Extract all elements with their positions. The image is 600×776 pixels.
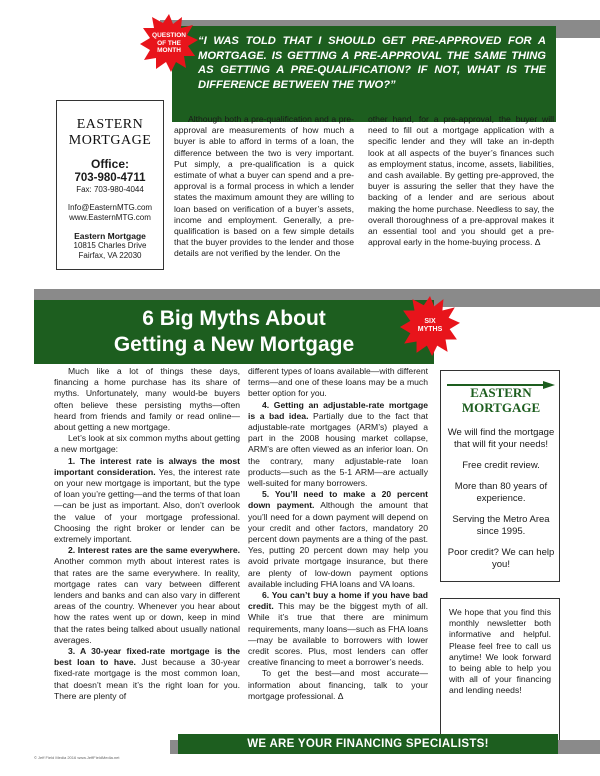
myth-5	[248, 489, 428, 590]
myth-6-heading: 6. You can’t buy a home if you have bad credit.	[248, 590, 428, 612]
ad-line-2: Free credit review.	[462, 460, 540, 471]
ad-line-1: We will find the mortgage that will fit your needs!	[447, 427, 555, 450]
myth-4-heading: 4. Getting an adjustable-rate mortgage is a bad idea.	[248, 399, 428, 421]
badge-line-1: QUESTION	[152, 32, 186, 39]
office-phone: 703-980-4711	[74, 172, 146, 184]
myth-1-heading: 1. The interest rate is always the most important consideration.	[54, 455, 240, 477]
myths-badge-line-2: MYTHS	[417, 326, 443, 333]
myth-6-body: This may be the biggest myth of all. While it’s true that there are minimum requirements, many loans—such as FHA loans—may be available to borrowers with lower credit scores. Plus, most lenders can offer creative financing to meet a borrower’s needs.	[248, 601, 428, 668]
fax-number: Fax: 703-980-4044	[76, 185, 144, 194]
myth-2	[54, 545, 240, 646]
contact-card	[56, 100, 164, 270]
logo-line-2: MORTGAGE	[68, 133, 152, 148]
six-myths-badge	[400, 296, 460, 356]
myths-badge-line-1: SIX	[424, 318, 436, 325]
myth-4	[248, 400, 428, 490]
myths-column-2	[248, 366, 428, 702]
ad-logo-line-2: MORTGAGE	[461, 400, 541, 415]
myths-intro-2: Let’s look at six common myths about getting a new mortgage:	[54, 433, 240, 455]
myths-title-1: 6 Big Myths About	[142, 307, 326, 330]
company-logo	[57, 117, 163, 149]
ad-line-5: Poor credit? We can help you!	[447, 547, 555, 570]
myths-column-1	[54, 366, 240, 702]
eastern-mortgage-ad	[440, 370, 560, 582]
email-link[interactable]: Info@EasternMTG.com	[67, 203, 153, 212]
myth-1	[54, 456, 240, 546]
answer-column-2	[368, 114, 554, 248]
myth-2-body: Another common myth about interest rates is that rates are the same everywhere. In reality, mortgage rates can vary between different lenders and banks and can also vary in different areas of the country. Whenever you hear about how the rates went up or down, keep in mind that the rates being talked about usually national averages.	[54, 556, 240, 645]
myth-3-continued: different types of loans available—with different terms—and one of these loans may be a much better option for you.	[248, 366, 428, 399]
myth-6	[248, 590, 428, 668]
company-name: Eastern Mortgage	[74, 231, 146, 241]
myth-5-body: Although the amount that you’ll need for a down payment will depend on your credit and other factors, mandatory 20 percent down payments are a thing of the past. Yes, putting 20 percent down may help you avoid private mortgage insurance, but there are plenty of low-down payment options available including FHA loans and VA loans.	[248, 500, 428, 589]
myth-1-body: Yes, the interest rate on your new mortgage is important, but the type of loan you’re getting—and the terms of that loan—can be just as important. Also, don’t overlook the value of your mortgage professional. Choosing the right broker or lender can be extremely important.	[54, 466, 240, 545]
myths-banner	[34, 300, 434, 364]
myth-4-body: Partially due to the fact that adjustable-rate mortgages (ARM’s) played a part in the 2008 housing market collapse, ARM’s are often viewed as an inferior loan. On the contrary, many adjustable-rate loan products—such as the 5-1 ARM—are actually well-suited for many borrowers.	[248, 410, 428, 489]
office-label: Office:	[90, 157, 129, 171]
badge-line-3: MONTH	[157, 47, 181, 54]
answer-text-1: Although both a pre-qualification and a pre-approval are measurements of how much a buyer is able to afford in terms of a loan, the difference between the two is very important. Put simply, a pre-qualification is a quick estimate of what a buyer can spend and a pre-approval is a formal process in which a lender states the maximum amount they are willing to loan based on verification of a buyer’s assets, income and employment. Generally, a pre-qualification is based on a few simple details that the buyer provides to the lender and those details are not verified by the lender. On the	[174, 114, 354, 259]
myth-3-heading: 3. A 30-year fixed-rate mortgage is the best loan to have.	[54, 646, 240, 668]
question-text: “I WAS TOLD THAT I SHOULD GET PRE-APPROVED FOR A MORTGAGE. IS GETTING A PRE-APPROVAL THE SAME THING AS GETTING A PRE-QUALIFICATION? IF NOT, WHAT IS THE DIFFERENCE BETWEEN THE TWO?”	[198, 35, 546, 91]
newsletter-note: We hope that you find this monthly newsletter both informative and helpful. Please feel free to call us anytime! We look forward to being able to help you with all of your financing and lending needs!	[440, 598, 560, 754]
city-address: Fairfax, VA 22030	[78, 251, 142, 260]
myth-2-heading: 2. Interest rates are the same everywhere.	[68, 545, 240, 556]
ad-line-4: Serving the Metro Area since 1995.	[452, 514, 550, 537]
myth-3	[54, 646, 240, 702]
ad-line-3: More than 80 years of experience.	[454, 481, 548, 504]
question-banner	[172, 26, 556, 122]
badge-line-2: OF THE	[157, 39, 181, 47]
myths-title-2: Getting a New Mortgage	[113, 333, 355, 356]
website-link[interactable]: www.EasternMTG.com	[69, 213, 151, 222]
myths-closing: To get the best—and most accurate—information about financing, talk to your mortgage professional. Δ	[248, 668, 428, 701]
footer-banner: WE ARE YOUR FINANCING SPECIALISTS!	[178, 734, 558, 754]
street-address: 10815 Charles Drive	[73, 241, 147, 250]
myths-intro-1: Much like a lot of things these days, financing a home purchase has its share of myths. Unfortunately, many would-be buyers often believe these persisting myths—often heard from friends and family or read online—about getting a new mortgage.	[54, 366, 240, 433]
copyright-credit: © Jeff Field Media 2016 www.JeffFieldMedia.net	[34, 755, 120, 760]
question-of-month-badge	[140, 14, 198, 72]
logo-line-1: EASTERN	[76, 117, 144, 132]
ad-logo-line-1: EASTERN	[470, 385, 532, 400]
answer-text-2: other hand, for a pre-approval, the buyer will need to fill out a mortgage application with a specific lender and they will take an in-depth look at all aspects of the buyer’s finances such as employment status, income, assets, liabilities, and cash available. By getting pre-approved, the buyer is assuring the seller that they have the backing of a lender and are serious about making the home purchase. Needless to say, the overall thoroughness of a pre-approval makes it an essential tool and you should get a pre-approval early in the home-buying process. Δ	[368, 114, 554, 248]
answer-column-1	[174, 114, 354, 260]
myth-5-heading: 5. You’ll need to make a 20 percent down payment.	[248, 489, 428, 511]
ad-logo	[447, 385, 555, 415]
myth-3-body: Just because a 30-year fixed-rate mortgage is the most common loan, that doesn’t mean it’s the right loan for you. There are plenty of	[54, 657, 240, 701]
